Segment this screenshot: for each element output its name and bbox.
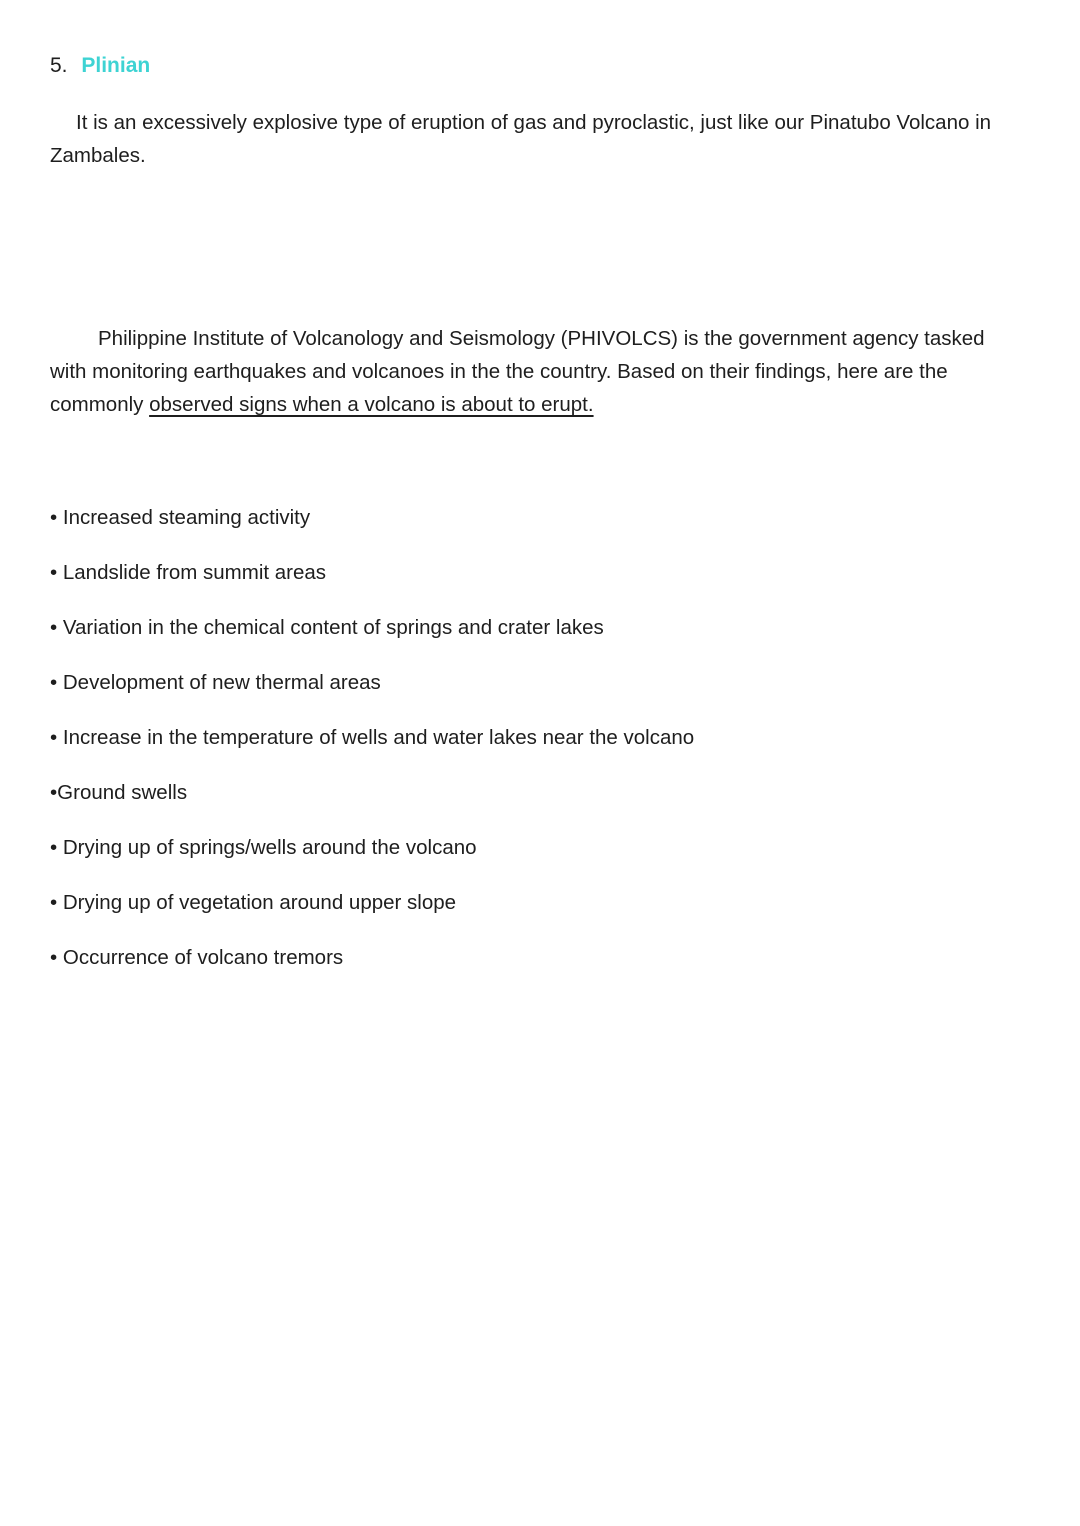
list-item: • Variation in the chemical content of springs and crater lakes <box>50 616 604 639</box>
list-item: • Increase in the temperature of wells and water lakes near the volcano <box>50 726 695 749</box>
intro-paragraph: It is an excessively explosive type of eruption of gas and pyroclastic, just like our Pinatubo Volcano in Zambales. <box>50 111 992 167</box>
eruption-signs-list <box>50 501 1018 974</box>
section-title: Plinian <box>81 54 151 77</box>
section-number: 5. <box>50 54 68 77</box>
list-item: • Increased steaming activity <box>50 506 311 529</box>
list-item: • Occurrence of volcano tremors <box>50 946 344 969</box>
list-item: • Drying up of springs/wells around the volcano <box>50 836 477 859</box>
section-heading <box>50 52 1018 80</box>
phivolcs-paragraph <box>50 322 1018 421</box>
phivolcs-paragraph-underlined-text: observed signs when a volcano is about to erupt. <box>149 393 594 416</box>
list-item: • Drying up of vegetation around upper slope <box>50 891 457 914</box>
phivolcs-paragraph-text: Philippine Institute of Volcanology and Seismology (PHIVOLCS) is the government agency tasked with monitoring earthquakes and volcanoes in the the country. Based on their findings, here are the commonly <box>50 327 985 416</box>
list-item: • Landslide from summit areas <box>50 561 327 584</box>
list-item: •Ground swells <box>50 781 188 804</box>
list-item: • Development of new thermal areas <box>50 671 381 694</box>
